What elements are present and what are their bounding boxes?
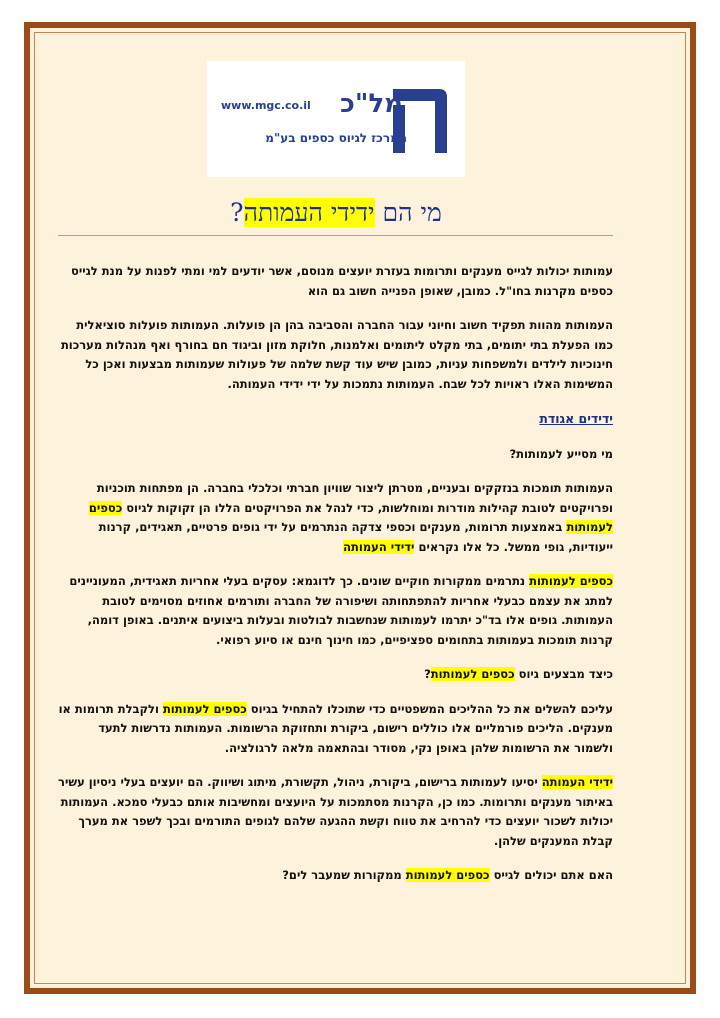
q2-highlight: כספים לעמותות: [430, 667, 515, 681]
q3-text-2: ממקורות שמעבר לים?: [282, 868, 406, 882]
para3-highlight-1: כספים לעמותות: [88, 500, 613, 534]
title-before: מי הם: [374, 198, 442, 227]
section-link[interactable]: ידידים אגודת: [539, 411, 613, 426]
paragraph-3: [58, 479, 613, 557]
para6-highlight: ידידי העמותה: [541, 775, 613, 789]
para4-text-1: נתרמים ממקורות חוקיים שונים. כך לדוגמא: עסקים בעלי אחריות תאגידית, המעוניינים למתג את עצמם כבעלי אחריות להתפתחותה ושיפורה של החברה ותורמים אחוזים מסוימים לטובת העמותות. גופים אלו בד"כ יתרמו לעמותות שנחשבות לבולטות ובעלות ביצועים איתנים. באופן דומה, קרנות תומכות בעמותות בתחומים ספציפיים, כמו חינוך חינם או סיוע רפואי.: [69, 574, 613, 647]
logo: [207, 61, 465, 177]
paragraph-5: [58, 700, 613, 759]
title-highlight: ידידי העמותה: [243, 198, 375, 227]
para6-text-1: יסיעו לעמותות ברישום, ביקורת, ניהול, תקשורת, מיתוג ושיווק. הם יועצים בעלי ניסיון עשיר באיתור מענקים ותרומות. כמו כן, הקרנות מסתמכות על היועצים ומחשיבות אותם כבעלי סמכא. העמותות יכולות לשכור יועצים כדי להרחיב את טווח וקשת ההגעה שלהם לגופים התורמים ובכך לשפר את מערך קבלת המענקים שלהן.: [58, 775, 613, 848]
para3-highlight-2: ידידי העמותה: [343, 539, 415, 554]
para3-text-2: באמצעות תרומות, מענקים וכספי צדקה הנתרמים על ידי גופים פרטיים, תאגידים, קרנות ייעודיות, גופי ממשל. כל אלו נקראים: [98, 520, 613, 554]
paragraph-6: [58, 773, 613, 851]
q2-text-1: כיצד מבצעים גיוס: [514, 667, 613, 681]
logo-url: www.mgc.co.il: [221, 99, 311, 112]
para5-text-2: ולקבלת תרומות או מענקים. הליכים פורמליים אלו כוללים רישום, ביקורת ותחזוקת הרשומות. העמותות נדרשות לתעד ולשמור את הרשומות שלהן באופן נקי, מסודר ובהתאמה מלאה לרגולציה.: [58, 701, 613, 755]
paragraph-4: [58, 572, 613, 650]
question-3: [58, 866, 613, 886]
article-body: [58, 262, 613, 901]
question-1: מי מסייע לעמותות?: [509, 446, 613, 461]
logo-tagline: המרכז לגיוס כספים בע"מ: [265, 131, 407, 145]
para3-text-1: העמותות תומכות בנזקקים ובעניים, מטרתן ליצור שוויון חברתי וכלכלי בחברה. הן מפתחות תוכניות ופרויקטים לטובת קהילות מודרות ומוחלשות, כדי לנהל את הפרויקטים הללו הן זקוקות לגיוס: [96, 481, 613, 515]
logo-brand: מל"כ: [340, 89, 403, 119]
q2-text-2: ?: [424, 667, 431, 681]
page-title: [60, 198, 612, 228]
title-after: ?: [230, 198, 244, 227]
intro-paragraph-1: עמותות יכולות לגייס מענקים ותרומות בעזרת יועצים מנוסם, אשר יודעים למי ומתי לפנות על מנת לגייס כספים מקרנות בחו"ל. כמובן, שאופן הפנייה חשוב גם הוא: [71, 264, 613, 298]
para5-text-1: עליכם להשלים את כל ההליכים המשפטיים כדי שתוכלו להתחיל בגיוס: [246, 701, 613, 716]
para5-highlight: כספים לעמותות: [162, 701, 247, 716]
q3-text-1: האם אתם יכולים לגייס: [489, 868, 613, 882]
intro-paragraph-2: העמותות מהוות תפקיד חשוב וחיוני עבור החברה והסביבה בהן הן פועלות. העמותות פועלות סוציאלית כמו הפעלת בתי יתומים, בתי מקלט ליתומים ואלמנות, חלוקת מזון וביגוד חם בחורף ואף מנהלות מערכות חינוכיות לילדים ולמשפחות עניות, כמובן שיש עוד קשת שלמה של פעולות שעמותות מבצעות ואכן כל המשימות האלו ראויות לכל שבח. העמותות נתמכות על ידי ידידי העמותה.: [60, 318, 613, 391]
question-2: [58, 665, 613, 685]
title-divider: [58, 235, 613, 236]
para4-highlight-1: כספים לעמותות: [529, 574, 613, 588]
q3-highlight: כספים לעמותות: [405, 868, 490, 882]
